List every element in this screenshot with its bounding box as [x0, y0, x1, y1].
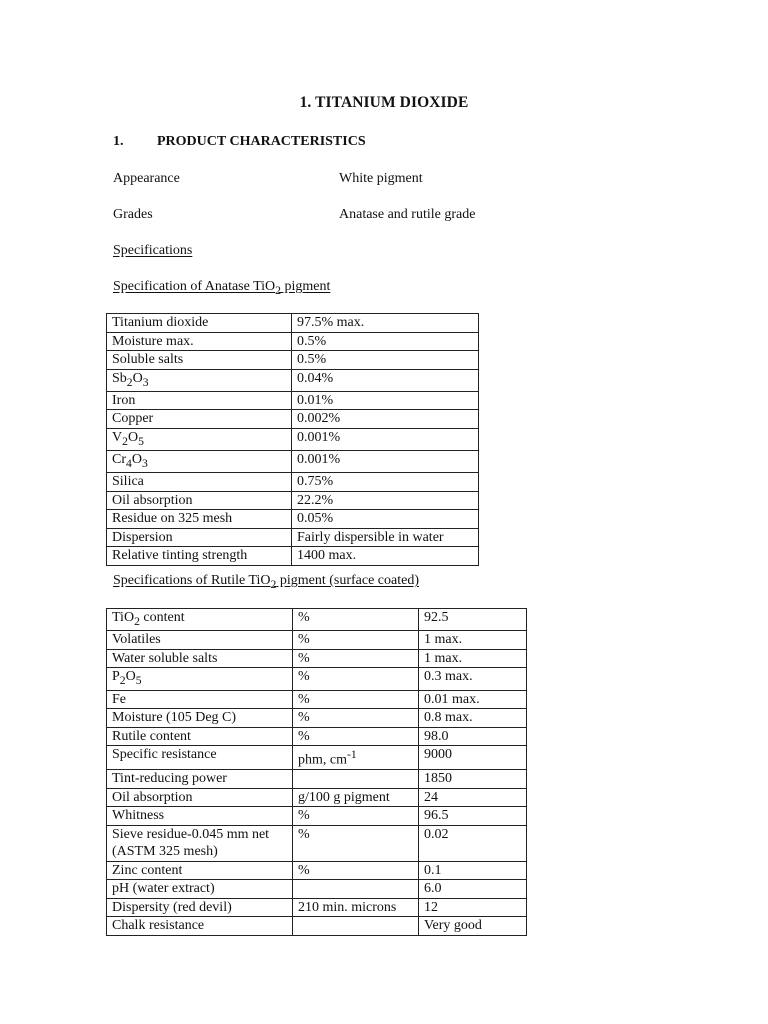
grades-label: Grades — [113, 207, 153, 222]
table-row — [107, 451, 479, 473]
table-row — [107, 631, 527, 650]
formula-part: P — [112, 669, 120, 685]
spec-item: Fe — [107, 690, 293, 709]
spec-value: 12 — [419, 898, 527, 917]
specifications-label: Specifications — [113, 243, 193, 258]
spec-value: 1850 — [419, 770, 527, 789]
spec-value: 1400 max. — [292, 547, 479, 566]
spec-unit: % — [293, 631, 419, 650]
spec-item: Oil absorption — [107, 491, 292, 510]
table-row — [107, 788, 527, 807]
table-row — [107, 727, 527, 746]
table-row — [107, 649, 527, 668]
rutile-caption — [113, 573, 419, 591]
spec-value: 1 max. — [419, 631, 527, 650]
table-row — [107, 547, 479, 566]
spec-value: 0.001% — [292, 428, 479, 450]
table-row — [107, 880, 527, 899]
spec-value: 98.0 — [419, 727, 527, 746]
anatase-caption — [113, 279, 330, 297]
spec-value: 0.5% — [292, 351, 479, 370]
spec-item: Soluble salts — [107, 351, 292, 370]
appearance-value: White pigment — [339, 171, 423, 186]
spec-unit — [293, 746, 419, 770]
formula-subscript: 5 — [138, 434, 144, 448]
spec-item — [107, 668, 293, 690]
spec-unit: % — [293, 668, 419, 690]
spec-item: Dispersion — [107, 528, 292, 547]
spec-item: Rutile content — [107, 727, 293, 746]
table-row — [107, 807, 527, 826]
table-row — [107, 391, 479, 410]
spec-value: 0.05% — [292, 510, 479, 529]
spec-value: 22.2% — [292, 491, 479, 510]
spec-value: Fairly dispersible in water — [292, 528, 479, 547]
table-row — [107, 314, 479, 333]
table-row — [107, 473, 479, 492]
spec-value: 96.5 — [419, 807, 527, 826]
section-number: 1. — [113, 134, 124, 149]
formula-part: Cr — [112, 452, 126, 468]
spec-unit: % — [293, 807, 419, 826]
formula-part: O — [132, 370, 143, 386]
table-row — [107, 351, 479, 370]
spec-value: 97.5% max. — [292, 314, 479, 333]
document-title: 1. TITANIUM DIOXIDE — [299, 94, 469, 111]
spec-value: 0.5% — [292, 332, 479, 351]
spec-value: 92.5 — [419, 609, 527, 631]
spec-value: 0.001% — [292, 451, 479, 473]
formula-part: V — [112, 429, 123, 445]
table-row — [107, 410, 479, 429]
table-row — [107, 510, 479, 529]
spec-unit: 210 min. microns — [293, 898, 419, 917]
spec-unit: % — [293, 690, 419, 709]
spec-item: Residue on 325 mesh — [107, 510, 292, 529]
spec-value: Very good — [419, 917, 527, 936]
formula-subscript: 2 — [122, 434, 128, 448]
formula-subscript: 3 — [141, 456, 148, 470]
table-row — [107, 898, 527, 917]
section-heading-text: PRODUCT CHARACTERISTICS — [157, 134, 366, 149]
spec-item: Whitness — [107, 807, 293, 826]
spec-item: Water soluble salts — [107, 649, 293, 668]
anatase-caption-sub: 2 — [275, 283, 281, 297]
spec-item: Tint-reducing power — [107, 770, 293, 789]
formula-subscript: 5 — [135, 674, 142, 688]
spec-value: 0.01% — [292, 391, 479, 410]
spec-value: 0.01 max. — [419, 690, 527, 709]
table-row — [107, 491, 479, 510]
spec-unit: % — [293, 825, 419, 861]
table-row — [107, 369, 479, 391]
formula-part: TiO — [112, 610, 135, 625]
spec-unit — [293, 917, 419, 936]
table-row — [107, 709, 527, 728]
table-row — [107, 609, 527, 631]
spec-value: 0.04% — [292, 369, 479, 391]
spec-unit: % — [293, 709, 419, 728]
spec-item: Iron — [107, 391, 292, 410]
table-row — [107, 825, 527, 861]
anatase-spec-table — [106, 313, 479, 566]
anatase-caption-post: pigment — [280, 279, 331, 294]
spec-item: Titanium dioxide — [107, 314, 292, 333]
spec-value: 9000 — [419, 746, 527, 770]
spec-unit: % — [293, 649, 419, 668]
formula-subscript: 4 — [126, 456, 132, 470]
spec-value: 0.1 — [419, 861, 527, 880]
spec-value: 0.002% — [292, 410, 479, 429]
unit-superscript: -1 — [347, 748, 357, 762]
spec-unit: % — [293, 727, 419, 746]
formula-subscript: 2 — [119, 674, 126, 688]
formula-part: O — [125, 669, 136, 685]
spec-item: Sieve residue-0.045 mm net (ASTM 325 mesh) — [107, 825, 293, 861]
spec-item: Silica — [107, 473, 292, 492]
anatase-caption-pre: Specification of Anatase TiO — [113, 279, 276, 294]
spec-item: Dispersity (red devil) — [107, 898, 293, 917]
table-row — [107, 770, 527, 789]
formula-subscript: 2 — [134, 614, 140, 628]
spec-item — [107, 369, 292, 391]
rutile-spec-table — [106, 608, 527, 936]
spec-item: Moisture max. — [107, 332, 292, 351]
spec-item: Oil absorption — [107, 788, 293, 807]
spec-unit — [293, 770, 419, 789]
table-row — [107, 917, 527, 936]
table-row — [107, 746, 527, 770]
formula-part: Sb — [112, 370, 127, 386]
spec-item — [107, 609, 293, 631]
spec-item — [107, 451, 292, 473]
table-row — [107, 861, 527, 880]
spec-unit: % — [293, 609, 419, 631]
spec-item: Volatiles — [107, 631, 293, 650]
spec-value: 24 — [419, 788, 527, 807]
spec-item: Moisture (105 Deg C) — [107, 709, 293, 728]
rutile-caption-sub: 2 — [270, 577, 277, 591]
spec-item: Chalk resistance — [107, 917, 293, 936]
spec-value: 0.02 — [419, 825, 527, 861]
spec-item: Relative tinting strength — [107, 547, 292, 566]
appearance-label: Appearance — [113, 171, 180, 186]
grades-value: Anatase and rutile grade — [339, 207, 476, 222]
table-row — [107, 690, 527, 709]
spec-unit: % — [293, 861, 419, 880]
formula-subscript: 2 — [126, 375, 133, 389]
spec-value: 1 max. — [419, 649, 527, 668]
formula-part: content — [139, 610, 185, 625]
formula-subscript: 3 — [142, 375, 149, 389]
spec-unit: g/100 g pigment — [293, 788, 419, 807]
spec-item — [107, 428, 292, 450]
table-row — [107, 528, 479, 547]
spec-item: pH (water extract) — [107, 880, 293, 899]
spec-value: 0.75% — [292, 473, 479, 492]
unit-text: phm, cm — [298, 752, 347, 768]
table-row — [107, 428, 479, 450]
table-row — [107, 668, 527, 690]
spec-unit — [293, 880, 419, 899]
rutile-caption-post: pigment (surface coated) — [276, 573, 419, 588]
spec-value: 6.0 — [419, 880, 527, 899]
spec-value: 0.8 max. — [419, 709, 527, 728]
table-row — [107, 332, 479, 351]
spec-item: Copper — [107, 410, 292, 429]
spec-value: 0.3 max. — [419, 668, 527, 690]
spec-item: Specific resistance — [107, 746, 293, 770]
formula-part: O — [127, 429, 139, 445]
formula-part: O — [131, 452, 142, 468]
rutile-caption-pre: Specifications of Rutile TiO — [113, 573, 271, 588]
section-heading — [113, 134, 366, 150]
spec-item: Zinc content — [107, 861, 293, 880]
